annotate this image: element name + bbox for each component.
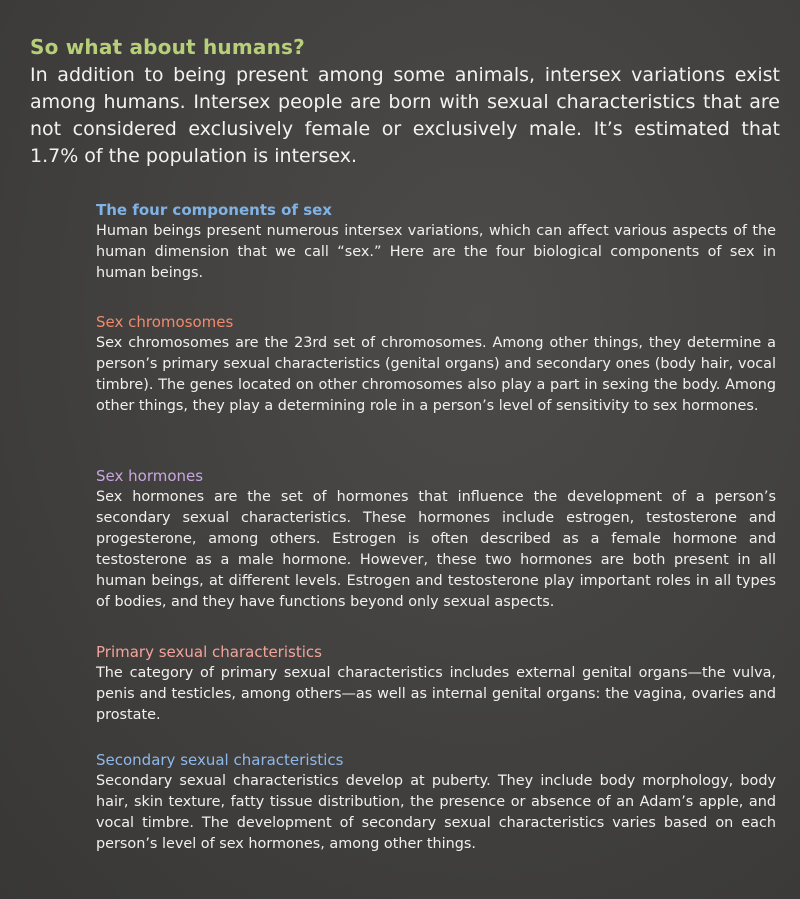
section-sex-chromosomes: [96, 312, 776, 417]
section-sex-hormones: [96, 466, 776, 613]
components-text: Human beings present numerous intersex variations, which can affect various aspects of the human dimension that we call “sex.” Here are the four biological components of sex in human beings.: [96, 223, 776, 281]
chromosomes-text: Sex chromosomes are the 23rd set of chromosomes. Among other things, they determine a person’s primary sexual characteristics (genital organs) and secondary ones (body hair, vocal timbre). The genes located on other chromosomes also play a part in sexing the body. Among other things, they play a determining role in a person’s level of sensitivity to sex hormones.: [96, 335, 776, 414]
section-secondary-characteristics: [96, 750, 776, 855]
secondary-text: Secondary sexual characteristics develop at puberty. They include body morphology, body hair, skin texture, fatty tissue distribution, the presence or absence of an Adam’s apple, and vocal timbre. The development of secondary sexual characteristics varies based on each person’s level of sex hormones, among other things.: [96, 773, 776, 852]
section-primary-characteristics: [96, 642, 776, 726]
primary-heading: Primary sexual characteristics: [96, 643, 322, 661]
hormones-text: Sex hormones are the set of hormones that influence the development of a person’s secondary sexual characteristics. These hormones include estrogen, testosterone and progesterone, among others. Estrogen is often described as a female hormone and testosterone as a male hormone. However, these two hormones are both present in all human beings, at different levels. Estrogen and testosterone play important roles in all types of bodies, and they have functions beyond only sexual aspects.: [96, 489, 776, 610]
section-four-components: [96, 200, 776, 284]
components-heading: The four components of sex: [96, 201, 332, 219]
primary-text: The category of primary sexual characteristics includes external genital organs—the vulva, penis and testicles, among others—as well as internal genital organs: the vagina, ovaries and prostate.: [96, 665, 776, 723]
intro-heading: So what about humans?: [30, 35, 305, 59]
secondary-heading: Secondary sexual characteristics: [96, 751, 344, 769]
intro-text: In addition to being present among some animals, intersex variations exist among humans. Intersex people are born with sexual characteristics that are not considered exclusively female or exclusively male. It’s estimated that 1.7% of the population is intersex.: [30, 64, 780, 167]
chromosomes-heading: Sex chromosomes: [96, 313, 234, 331]
hormones-heading: Sex hormones: [96, 467, 204, 485]
